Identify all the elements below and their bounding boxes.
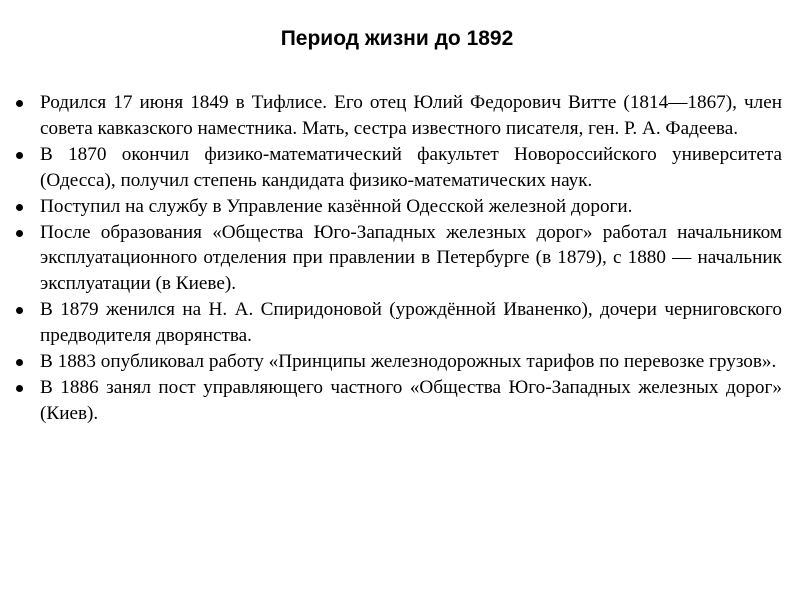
bullet-icon bbox=[16, 100, 23, 107]
bullet-item bbox=[16, 297, 782, 349]
bullet-item bbox=[16, 220, 782, 298]
bullet-text: Родился 17 июня 1849 в Тифлисе. Его отец Юлий Федорович Витте (1814—1867), член совета кавказского наместника. Мать, сестра известного писателя, ген. Р. А. Фадеева. bbox=[40, 92, 782, 139]
bullet-text: В 1879 женился на Н. А. Спиридоновой (урождённой Иваненко), дочери черниговского предводителя дворянства. bbox=[40, 299, 782, 347]
slide-title: Период жизни до 1892 bbox=[280, 27, 514, 50]
bullet-item bbox=[16, 194, 782, 220]
bullet-text: В 1870 окончил физико-математический факультет Новороссийского университета (Одесса), получил степень кандидата физико-математических наук. bbox=[40, 143, 782, 191]
bullet-icon bbox=[16, 230, 23, 237]
bullet-item bbox=[16, 375, 782, 427]
bullet-icon bbox=[16, 385, 23, 392]
bullet-list bbox=[16, 90, 782, 427]
bullet-icon bbox=[16, 359, 23, 366]
bullet-icon bbox=[16, 204, 23, 211]
bullet-icon bbox=[16, 307, 23, 314]
bullet-item bbox=[16, 142, 782, 194]
bullet-item bbox=[16, 349, 782, 375]
bullet-icon bbox=[16, 152, 23, 159]
bullet-text: После образования «Общества Юго-Западных железных дорог» работал начальником эксплуатационного отделения при правлении в Петербурге (в 1879), с 1880 — начальник эксплуатации (в Киеве). bbox=[40, 221, 782, 295]
bullet-text: Поступил на службу в Управление казённой Одесской железной дороги. bbox=[40, 195, 633, 217]
bullet-text: В 1883 опубликовал работу «Принципы железнодорожных тарифов по перевозке грузов». bbox=[40, 351, 777, 373]
bullet-text: В 1886 занял пост управляющего частного «Общества Юго-Западных железных дорог» (Киев). bbox=[40, 376, 782, 424]
bullet-item bbox=[16, 90, 782, 142]
